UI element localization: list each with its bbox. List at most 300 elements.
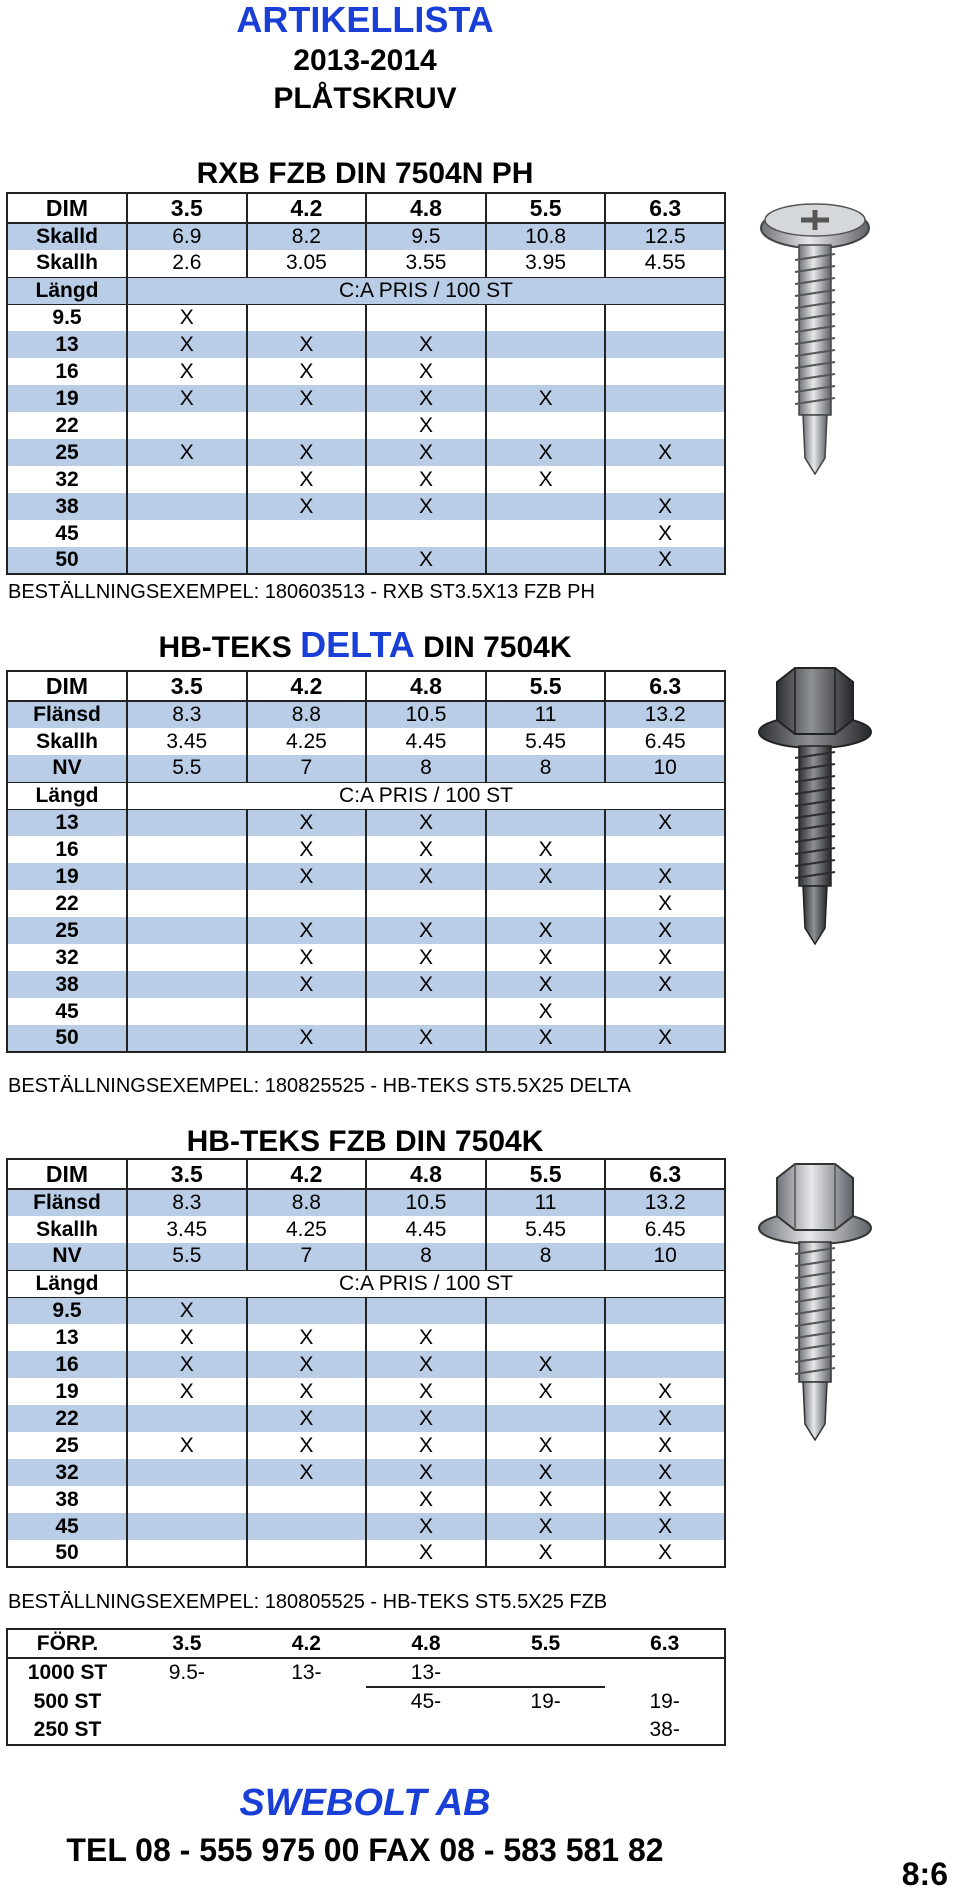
package-size: 250 ST [7, 1716, 127, 1745]
availability-cell [247, 890, 367, 917]
packaging-cell: 19- [649, 1689, 680, 1713]
availability-cell [605, 358, 725, 385]
header-dimension: 4.8 [366, 1629, 486, 1658]
spec-row [7, 1189, 725, 1216]
spec-row [7, 1216, 725, 1243]
availability-cell: X [605, 439, 725, 466]
length-value: 50 [7, 1540, 127, 1567]
availability-cell: X [366, 547, 486, 574]
row-label: Skallh [7, 728, 127, 755]
availability-cell: X [366, 1459, 486, 1486]
section-title-rxb [0, 154, 730, 191]
header-dimension: 6.3 [605, 193, 725, 223]
price-label: C:A PRIS / 100 ST [127, 782, 725, 809]
table-row [7, 1405, 725, 1432]
availability-cell: X [605, 1025, 725, 1052]
availability-cell [127, 944, 247, 971]
header-label: DIM [7, 671, 127, 701]
length-value: 19 [7, 1378, 127, 1405]
availability-cell: X [247, 944, 367, 971]
availability-cell: X [605, 493, 725, 520]
availability-cell: X [247, 439, 367, 466]
section-title-text: RXB FZB DIN 7504N PH [196, 157, 534, 190]
table-cell: 5.45 [486, 1216, 606, 1243]
availability-cell: X [605, 863, 725, 890]
company-name: SWEBOLT AB [239, 1782, 491, 1824]
spec-row [7, 701, 725, 728]
spec-table-rxb [6, 192, 726, 575]
table-cell: 10 [605, 1243, 725, 1270]
table-cell: 4.25 [247, 728, 367, 755]
availability-cell [486, 1324, 606, 1351]
header-dimension: 5.5 [486, 193, 606, 223]
availability-cell: X [486, 466, 606, 493]
row-label: Skallh [7, 250, 127, 277]
availability-cell: X [486, 1025, 606, 1052]
section-title-suffix: DIN 7504K [414, 631, 572, 664]
spec-table-hb-teks-fzb [6, 1158, 726, 1568]
table-row [7, 331, 725, 358]
length-value: 9.5 [7, 304, 127, 331]
availability-cell: X [366, 385, 486, 412]
section-title-text: HB-TEKS FZB DIN 7504K [186, 1125, 544, 1158]
header-dimension: 4.2 [247, 1629, 367, 1658]
availability-cell: X [605, 520, 725, 547]
availability-cell [127, 1459, 247, 1486]
availability-cell: X [605, 944, 725, 971]
table-cell: 11 [486, 701, 606, 728]
length-value: 25 [7, 439, 127, 466]
row-label: Skallh [7, 1216, 127, 1243]
table-cell: 4.45 [366, 1216, 486, 1243]
table-cell: 3.45 [127, 728, 247, 755]
packaging-cell: 19- [530, 1690, 561, 1713]
table-row [7, 493, 725, 520]
availability-cell: X [366, 1324, 486, 1351]
availability-cell: X [247, 917, 367, 944]
length-value: 32 [7, 944, 127, 971]
length-value: 50 [7, 1025, 127, 1052]
hex-head-screw-zinc-icon [755, 1158, 875, 1448]
table-row [7, 944, 725, 971]
availability-cell: X [366, 971, 486, 998]
availability-cell: X [486, 863, 606, 890]
availability-cell [127, 466, 247, 493]
availability-cell: X [605, 917, 725, 944]
packaging-row [7, 1687, 725, 1716]
availability-cell [127, 863, 247, 890]
availability-cell: X [247, 809, 367, 836]
availability-cell: X [366, 439, 486, 466]
header-dimension: 5.5 [486, 1159, 606, 1189]
availability-cell: X [366, 493, 486, 520]
availability-cell [486, 809, 606, 836]
availability-cell: X [486, 439, 606, 466]
table-cell: 10.5 [366, 1189, 486, 1216]
header-dimension: 6.3 [605, 1159, 725, 1189]
header-dimension: 4.8 [366, 193, 486, 223]
length-value: 22 [7, 412, 127, 439]
length-value: 22 [7, 890, 127, 917]
table-cell: 4.25 [247, 1216, 367, 1243]
availability-cell [127, 809, 247, 836]
availability-cell: X [605, 1513, 725, 1540]
packaging-cell [605, 1658, 725, 1687]
availability-cell: X [247, 331, 367, 358]
availability-cell: X [366, 412, 486, 439]
availability-cell [127, 971, 247, 998]
length-value: 19 [7, 863, 127, 890]
packaging-header-row [7, 1629, 725, 1658]
header-dimension: 5.5 [486, 671, 606, 701]
availability-cell: X [486, 917, 606, 944]
table-row [7, 304, 725, 331]
availability-cell: X [366, 1405, 486, 1432]
availability-cell [366, 520, 486, 547]
length-value: 38 [7, 971, 127, 998]
table-cell: 7 [247, 755, 367, 782]
table-cell: 8.8 [247, 1189, 367, 1216]
price-label-row [7, 1270, 725, 1297]
availability-cell [127, 998, 247, 1025]
price-label-row [7, 277, 725, 304]
length-value: 32 [7, 466, 127, 493]
availability-cell: X [127, 358, 247, 385]
availability-cell [127, 1540, 247, 1567]
availability-cell [486, 331, 606, 358]
header-dimension: 3.5 [127, 671, 247, 701]
section-title-accent: DELTA [300, 624, 415, 665]
table-cell: 4.55 [605, 250, 725, 277]
contact-line: TEL 08 - 555 975 00 FAX 08 - 583 581 82 [66, 1832, 664, 1868]
availability-cell [247, 1513, 367, 1540]
length-value: 16 [7, 358, 127, 385]
header-dimension: 4.8 [366, 671, 486, 701]
availability-cell: X [366, 331, 486, 358]
availability-cell [486, 1297, 606, 1324]
availability-cell [486, 304, 606, 331]
table-row [7, 1486, 725, 1513]
section-title-hb-teks-delta [0, 624, 730, 665]
length-value: 9.5 [7, 1297, 127, 1324]
availability-cell: X [486, 385, 606, 412]
packaging-cell [127, 1687, 247, 1716]
table-cell: 6.45 [605, 1216, 725, 1243]
packaging-cell [247, 1716, 367, 1745]
document-title: ARTIKELLISTA [236, 0, 494, 40]
header-label: DIM [7, 193, 127, 223]
spec-row [7, 250, 725, 277]
availability-cell: X [366, 358, 486, 385]
price-label: C:A PRIS / 100 ST [127, 277, 725, 304]
availability-cell [486, 547, 606, 574]
availability-cell: X [486, 1513, 606, 1540]
availability-cell: X [127, 1351, 247, 1378]
length-value: 38 [7, 493, 127, 520]
availability-cell: X [366, 836, 486, 863]
packaging-label: FÖRP. [7, 1629, 127, 1658]
availability-cell [247, 547, 367, 574]
table-header-row [7, 1159, 725, 1189]
availability-cell: X [247, 863, 367, 890]
header-dimension: 4.8 [366, 1159, 486, 1189]
table-cell: 3.95 [486, 250, 606, 277]
header-dimension: 3.5 [127, 1159, 247, 1189]
header-dimension: 3.5 [127, 1629, 247, 1658]
availability-cell: X [605, 1378, 725, 1405]
section-title-text: HB-TEKS [158, 631, 301, 664]
spec-row [7, 755, 725, 782]
table-cell: 6.45 [605, 728, 725, 755]
packaging-cell: 13- [291, 1661, 322, 1684]
packaging-cell [127, 1716, 247, 1745]
table-row [7, 917, 725, 944]
availability-cell: X [605, 1486, 725, 1513]
table-cell: 12.5 [605, 223, 725, 250]
table-row [7, 385, 725, 412]
table-header-row [7, 671, 725, 701]
availability-cell [127, 520, 247, 547]
availability-cell: X [486, 1378, 606, 1405]
availability-cell [605, 412, 725, 439]
availability-cell [605, 466, 725, 493]
table-row [7, 1297, 725, 1324]
table-cell: 8.8 [247, 701, 367, 728]
availability-cell [127, 917, 247, 944]
table-row [7, 547, 725, 574]
availability-cell: X [127, 331, 247, 358]
length-value: 16 [7, 1351, 127, 1378]
availability-cell [605, 331, 725, 358]
table-cell: 8.3 [127, 701, 247, 728]
hex-head-screw-dark-icon [755, 662, 875, 952]
availability-cell [127, 836, 247, 863]
document-subtitle: PLÅTSKRUV [273, 82, 457, 115]
length-value: 25 [7, 1432, 127, 1459]
availability-cell: X [127, 439, 247, 466]
row-label: Flänsd [7, 701, 127, 728]
availability-cell [366, 890, 486, 917]
order-example-hb-teks-delta: BESTÄLLNINGSEXEMPEL: 180825525 - HB-TEKS ST5.5X25 DELTA [8, 1075, 631, 1097]
section-title-hb-teks-fzb [0, 1122, 730, 1159]
length-value: 22 [7, 1405, 127, 1432]
length-value: 38 [7, 1486, 127, 1513]
availability-cell [366, 998, 486, 1025]
packaging-cell: 38- [605, 1716, 725, 1745]
availability-cell: X [605, 809, 725, 836]
availability-cell: X [486, 1459, 606, 1486]
table-cell: 3.55 [366, 250, 486, 277]
availability-cell: X [127, 304, 247, 331]
length-value: 50 [7, 547, 127, 574]
table-cell: 8 [366, 1243, 486, 1270]
availability-cell: X [127, 1378, 247, 1405]
table-cell: 6.9 [127, 223, 247, 250]
availability-cell [127, 890, 247, 917]
header-dimension: 4.2 [247, 193, 367, 223]
availability-cell: X [366, 1378, 486, 1405]
length-label: Längd [7, 277, 127, 304]
availability-cell: X [366, 1432, 486, 1459]
availability-cell: X [486, 971, 606, 998]
availability-cell: X [366, 809, 486, 836]
table-cell: 11 [486, 1189, 606, 1216]
availability-cell [127, 493, 247, 520]
document-years: 2013-2014 [293, 44, 437, 77]
availability-cell [486, 890, 606, 917]
availability-cell [127, 1405, 247, 1432]
packaging-cell [486, 1716, 606, 1745]
availability-cell: X [486, 998, 606, 1025]
row-label: NV [7, 1243, 127, 1270]
availability-cell [247, 1540, 367, 1567]
length-label: Längd [7, 1270, 127, 1297]
packaging-row [7, 1716, 725, 1745]
availability-cell [127, 1025, 247, 1052]
header-dimension: 4.2 [247, 1159, 367, 1189]
table-cell: 10 [605, 755, 725, 782]
header-label: DIM [7, 1159, 127, 1189]
availability-cell [486, 1405, 606, 1432]
header-dimension: 3.5 [127, 193, 247, 223]
availability-cell: X [486, 836, 606, 863]
availability-cell: X [605, 547, 725, 574]
availability-cell: X [366, 944, 486, 971]
availability-cell [486, 358, 606, 385]
header-dimension: 6.3 [605, 671, 725, 701]
length-value: 13 [7, 1324, 127, 1351]
availability-cell: X [366, 1513, 486, 1540]
table-cell: 13.2 [605, 701, 725, 728]
availability-cell [605, 1324, 725, 1351]
length-value: 32 [7, 1459, 127, 1486]
availability-cell [247, 1297, 367, 1324]
table-cell: 8 [366, 755, 486, 782]
table-cell: 5.5 [127, 1243, 247, 1270]
price-label: C:A PRIS / 100 ST [127, 1270, 725, 1297]
availability-cell [127, 547, 247, 574]
availability-cell: X [486, 1540, 606, 1567]
length-value: 45 [7, 520, 127, 547]
table-cell: 10.5 [366, 701, 486, 728]
availability-cell [247, 520, 367, 547]
table-row [7, 412, 725, 439]
availability-cell: X [247, 1405, 367, 1432]
availability-cell: X [247, 971, 367, 998]
spec-row [7, 1243, 725, 1270]
availability-cell: X [366, 1351, 486, 1378]
table-row [7, 1025, 725, 1052]
packaging-cell [366, 1716, 486, 1745]
table-row [7, 1378, 725, 1405]
table-cell: 7 [247, 1243, 367, 1270]
table-row [7, 1324, 725, 1351]
order-example-rxb: BESTÄLLNINGSEXEMPEL: 180603513 - RXB ST3.5X13 FZB PH [8, 581, 595, 603]
table-row [7, 1432, 725, 1459]
availability-cell: X [247, 1324, 367, 1351]
header-dimension: 4.2 [247, 671, 367, 701]
availability-cell [366, 1297, 486, 1324]
length-value: 25 [7, 917, 127, 944]
length-value: 45 [7, 998, 127, 1025]
packaging-cell: 9.5- [168, 1661, 205, 1684]
table-row [7, 520, 725, 547]
spec-row [7, 223, 725, 250]
availability-cell: X [247, 1025, 367, 1052]
availability-cell: X [366, 466, 486, 493]
availability-cell [247, 412, 367, 439]
table-cell: 3.45 [127, 1216, 247, 1243]
availability-cell: X [486, 1351, 606, 1378]
package-size: 500 ST [33, 1689, 102, 1713]
page-number: 8:6 [901, 1856, 948, 1892]
table-cell: 5.45 [486, 728, 606, 755]
availability-cell: X [247, 836, 367, 863]
table-cell: 10.8 [486, 223, 606, 250]
availability-cell [127, 1486, 247, 1513]
availability-cell: X [605, 1459, 725, 1486]
spec-row [7, 728, 725, 755]
availability-cell [486, 520, 606, 547]
table-row [7, 809, 725, 836]
table-row [7, 439, 725, 466]
header-dimension: 5.5 [486, 1629, 606, 1658]
availability-cell [127, 1513, 247, 1540]
availability-cell [605, 836, 725, 863]
length-value: 13 [7, 809, 127, 836]
price-label-row [7, 782, 725, 809]
availability-cell: X [127, 385, 247, 412]
availability-cell: X [247, 1432, 367, 1459]
availability-cell: X [486, 1432, 606, 1459]
availability-cell: X [247, 1459, 367, 1486]
availability-cell [486, 412, 606, 439]
table-cell: 5.5 [127, 755, 247, 782]
table-row [7, 1351, 725, 1378]
availability-cell [605, 304, 725, 331]
availability-cell: X [605, 1405, 725, 1432]
availability-cell: X [486, 944, 606, 971]
availability-cell: X [605, 971, 725, 998]
table-row [7, 358, 725, 385]
package-size: 1000 ST [27, 1661, 108, 1684]
spec-table-hb-teks-delta [6, 670, 726, 1053]
availability-cell: X [127, 1297, 247, 1324]
table-row [7, 890, 725, 917]
row-label: Flänsd [7, 1189, 127, 1216]
table-cell: 9.5 [366, 223, 486, 250]
availability-cell [247, 1486, 367, 1513]
availability-cell: X [605, 1540, 725, 1567]
packaging-cell [247, 1687, 367, 1716]
availability-cell: X [247, 493, 367, 520]
header-dimension: 6.3 [605, 1629, 725, 1658]
availability-cell: X [366, 917, 486, 944]
length-value: 13 [7, 331, 127, 358]
table-row [7, 836, 725, 863]
table-cell: 3.05 [247, 250, 367, 277]
availability-cell [247, 998, 367, 1025]
table-cell: 8.2 [247, 223, 367, 250]
availability-cell [247, 304, 367, 331]
table-cell: 8 [486, 1243, 606, 1270]
availability-cell: X [366, 1025, 486, 1052]
packaging-cell: 13- [366, 1658, 486, 1687]
availability-cell [605, 998, 725, 1025]
availability-cell [605, 1351, 725, 1378]
table-cell: 4.45 [366, 728, 486, 755]
table-cell: 13.2 [605, 1189, 725, 1216]
